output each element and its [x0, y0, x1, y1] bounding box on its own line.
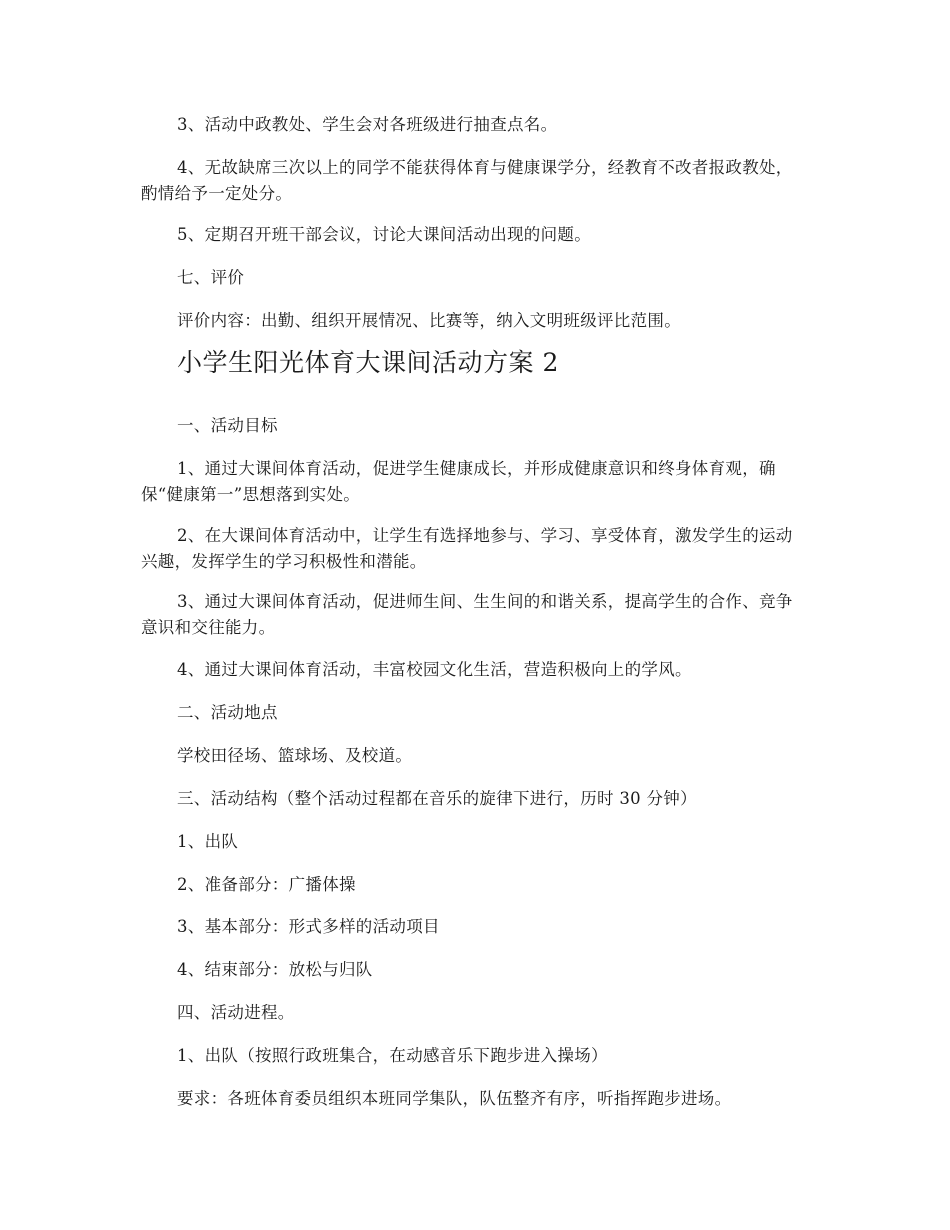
list-item: 3、基本部分：形式多样的活动项目	[177, 917, 440, 936]
list-item: 2、准备部分：广播体操	[177, 875, 356, 894]
paragraph: 3、活动中政教处、学生会对各班级进行抽查点名。	[177, 115, 558, 134]
paragraph: 1、通过大课间体育活动，促进学生健康成长，并形成健康意识和终身体育观，确保“健康第一”思想落到实处。	[141, 459, 776, 504]
paragraph: 5、定期召开班干部会议，讨论大课间活动出现的问题。	[177, 225, 591, 244]
section-heading: 三、活动结构（整个活动过程都在音乐的旋律下进行，历时 30 分钟）	[177, 789, 697, 808]
paragraph: 学校田径场、篮球场、及校道。	[177, 746, 413, 765]
list-item: 1、出队	[177, 832, 239, 851]
paragraph: 3、通过大课间体育活动，促进师生间、生生间的和谐关系，提高学生的合作、竞争意识和交往能力。	[141, 592, 793, 637]
paragraph: 要求：各班体育委员组织本班同学集队，队伍整齐有序，听指挥跑步进场。	[177, 1089, 732, 1108]
document-title: 小学生阳光体育大课间活动方案 2	[177, 348, 559, 377]
section-heading: 二、活动地点	[177, 703, 278, 722]
paragraph: 4、通过大课间体育活动，丰富校园文化生活，营造积极向上的学风。	[177, 660, 692, 679]
paragraph: 4、无故缺席三次以上的同学不能获得体育与健康课学分，经教育不改者报政教处，酌情给予一定处分。	[141, 158, 793, 203]
list-item: 4、结束部分：放松与归队	[177, 960, 373, 979]
section-heading: 七、评价	[177, 268, 245, 287]
paragraph: 评价内容：出勤、组织开展情况、比赛等，纳入文明班级评比范围。	[177, 311, 681, 330]
section-heading: 一、活动目标	[177, 416, 278, 435]
paragraph: 2、在大课间体育活动中，让学生有选择地参与、学习、享受体育，激发学生的运动兴趣，发挥学生的学习积极性和潜能。	[141, 526, 793, 571]
section-heading: 四、活动进程。	[177, 1003, 295, 1022]
paragraph: 1、出队（按照行政班集合，在动感音乐下跑步进入操场）	[177, 1046, 608, 1065]
